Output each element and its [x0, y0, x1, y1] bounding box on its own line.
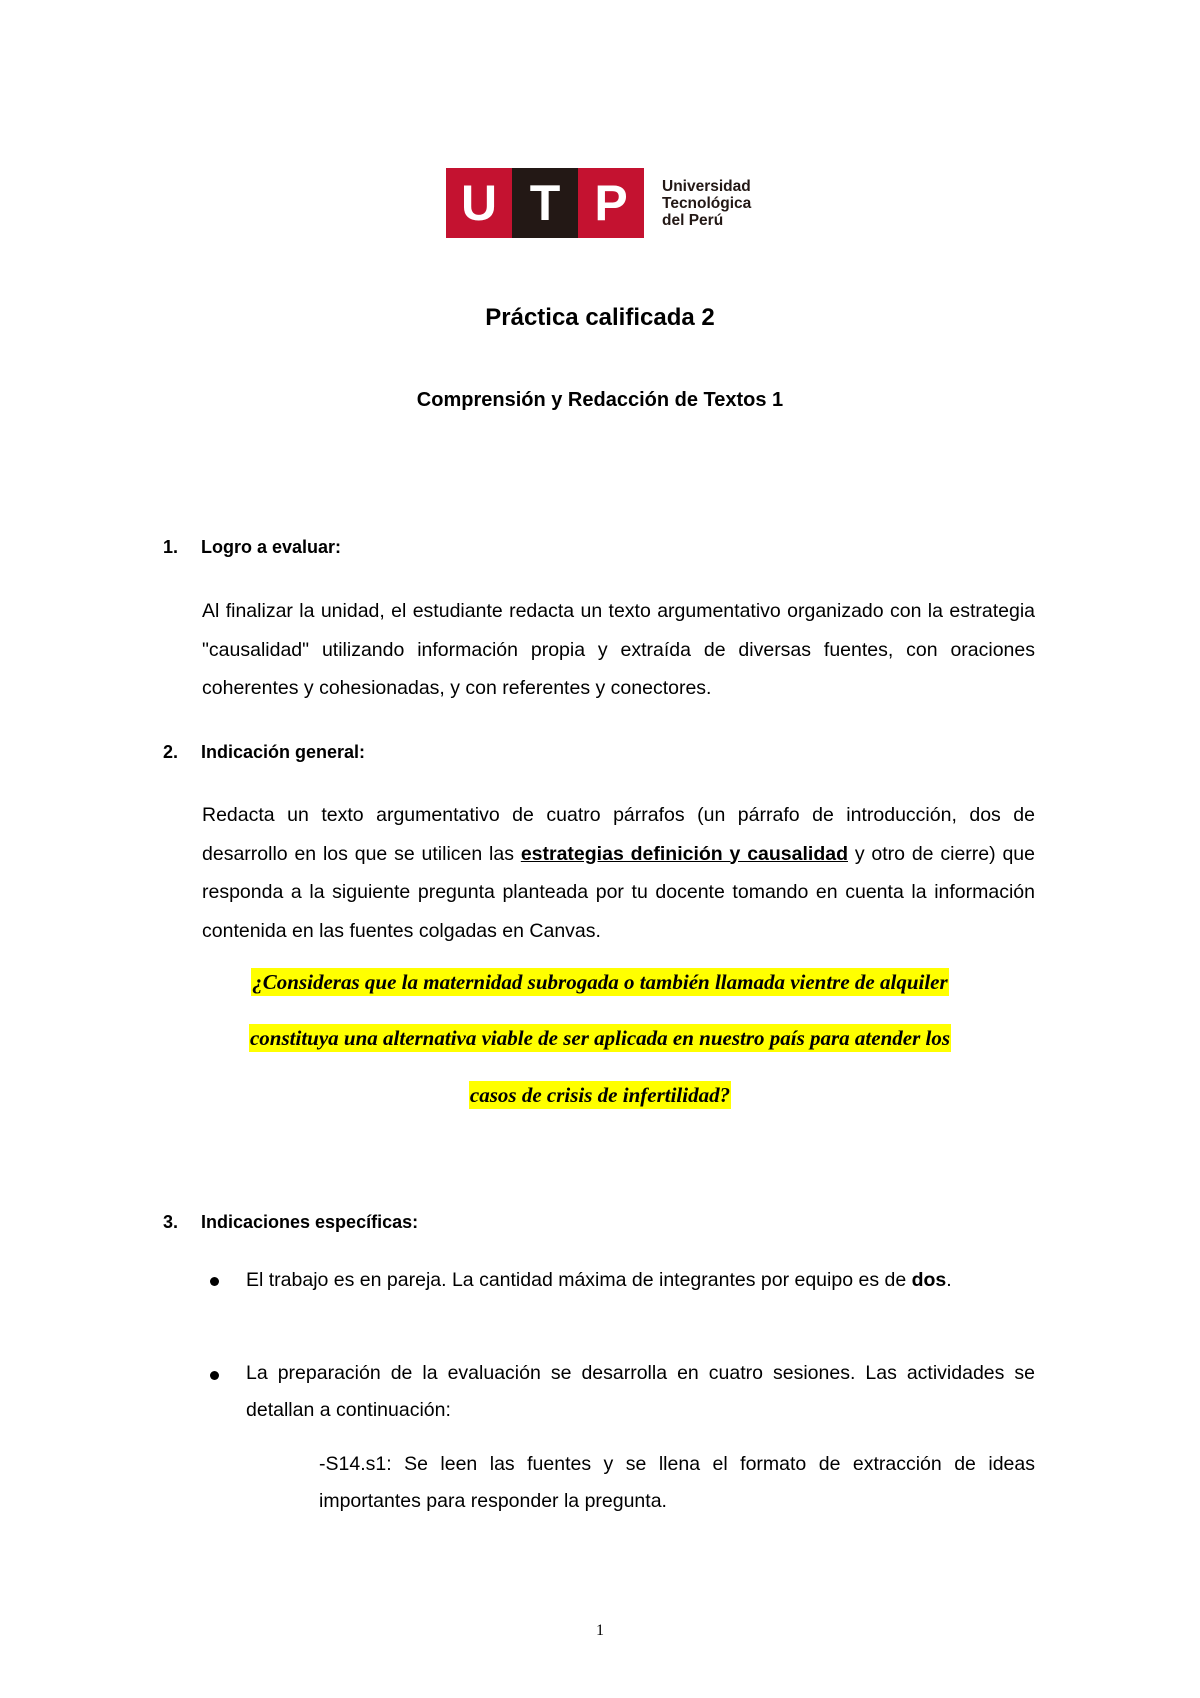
section-title: Indicaciones específicas: — [201, 1212, 419, 1232]
document-title: Práctica calificada 2 — [485, 304, 715, 331]
question-line — [0, 1083, 1200, 1108]
bullet-item: La preparación de la evaluación se desarrolla en cuatro sesiones. Las actividades se detallan a continuación: — [246, 1362, 1035, 1421]
bullet-bold-text: dos — [911, 1269, 947, 1291]
section-heading-logro — [163, 537, 341, 558]
bullet-text-end: . — [946, 1269, 952, 1291]
bullet-text: El trabajo es en pareja. La cantidad máxima de integrantes por equipo es de — [246, 1269, 912, 1291]
highlighted-text: casos de crisis de infertilidad? — [469, 1083, 731, 1107]
page-number: 1 — [596, 1622, 604, 1639]
session-activity-item: -S14.s1: Se leen las fuentes y se llena el formato de extracción de ideas importantes para responder la pregunta. — [319, 1453, 1035, 1512]
question-line — [0, 970, 1200, 995]
section-number: 1. — [163, 537, 179, 557]
section-body-indicacion-general — [202, 796, 1035, 950]
logo-letter-p: P — [578, 168, 644, 238]
logo-letter-t: T — [512, 168, 578, 238]
section-title: Indicación general: — [201, 742, 366, 762]
body-text: y otro de cierre) que responda a la siguiente pregunta planteada por tu docente tomando en cuenta la información contenida en las fuentes colgadas en Canvas. — [202, 842, 1035, 942]
logo-letter-u: U — [446, 168, 512, 238]
section-number: 2. — [163, 742, 179, 762]
logo-text-line: del Perú — [662, 211, 724, 229]
section-title: Logro a evaluar: — [201, 537, 342, 557]
section-body-logro: Al finalizar la unidad, el estudiante redacta un texto argumentativo organizado con la estrategia "causalidad" utilizando información propia y extraída de diversas fuentes, con oraciones coherentes y cohesionadas, y con referentes y conectores. — [202, 600, 1035, 699]
highlighted-text: constituya una alternativa viable de ser aplicada en nuestro país para atender los — [249, 1026, 951, 1050]
section-heading-indicacion-general — [163, 742, 365, 763]
question-line — [0, 1026, 1200, 1051]
section-number: 3. — [163, 1212, 179, 1232]
highlighted-text: ¿Consideras que la maternidad subrogada o también llamada vientre de alquiler — [252, 970, 948, 994]
emphasized-strategies: estrategias definición y causalidad — [520, 842, 848, 865]
bullet-dot-icon — [210, 1371, 219, 1380]
document-subtitle: Comprensión y Redacción de Textos 1 — [416, 389, 784, 411]
bullet-dot-icon — [210, 1277, 219, 1286]
logo-university-name — [662, 178, 751, 229]
utp-logo — [446, 168, 751, 238]
logo-letter-blocks — [446, 168, 644, 238]
body-text: Redacta un texto argumentativo de cuatro párrafos (un párrafo de introducción, dos de desarrollo en los que se utilicen las — [202, 804, 1035, 865]
logo-text-line: Universidad — [662, 177, 751, 195]
section-heading-indicaciones-especificas — [163, 1212, 418, 1233]
bullet-item — [246, 1262, 1035, 1299]
logo-text-line: Tecnológica — [662, 194, 752, 212]
